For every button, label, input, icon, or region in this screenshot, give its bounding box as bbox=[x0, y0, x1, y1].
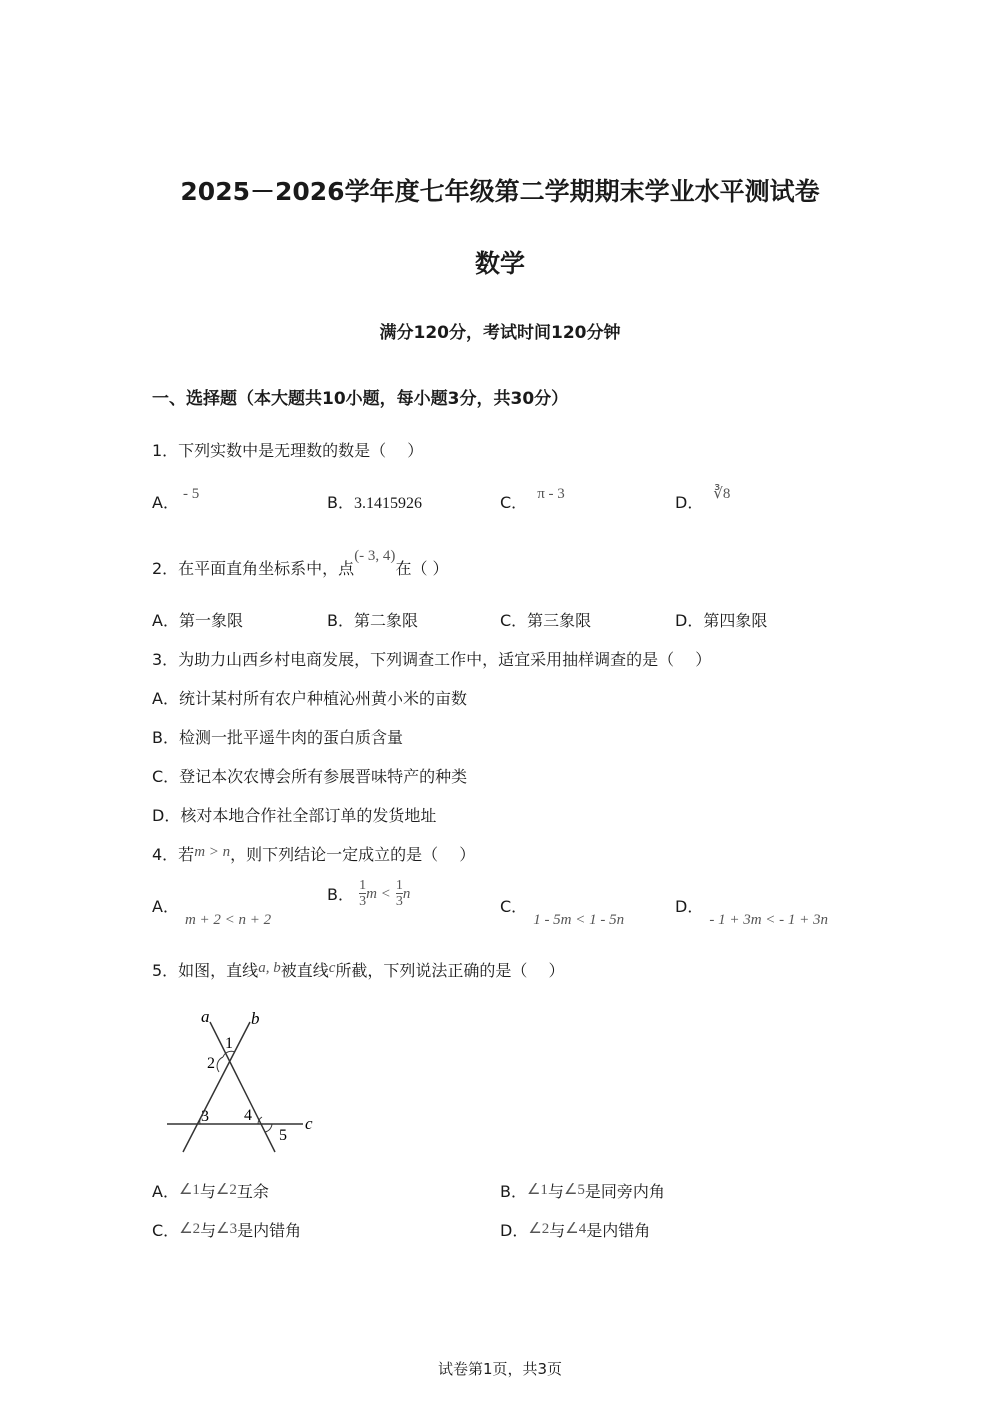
option-value: - 5 bbox=[182, 486, 200, 502]
relation: 互余 bbox=[236, 1182, 269, 1201]
q5-option-d bbox=[500, 1218, 650, 1241]
q4-option-a bbox=[152, 894, 272, 928]
line-a bbox=[210, 1022, 275, 1152]
question-1-stem: 1．下列实数中是无理数的数是（ ） bbox=[152, 441, 424, 460]
q1-option-c bbox=[500, 486, 565, 513]
option-label: A． bbox=[152, 1182, 179, 1201]
denominator: 3 bbox=[359, 894, 367, 909]
connector: 与 bbox=[199, 1182, 216, 1201]
subject-title: 数学 bbox=[474, 249, 525, 278]
q4-option-d bbox=[675, 894, 829, 928]
option-label: A． bbox=[152, 897, 179, 916]
q5-option-b bbox=[500, 1179, 665, 1202]
q1-option-d bbox=[675, 486, 731, 513]
angle-label-3: 3 bbox=[201, 1108, 209, 1125]
question-5-stem bbox=[152, 958, 564, 981]
option-label: A． bbox=[152, 493, 179, 512]
angle-2-arc bbox=[217, 1057, 223, 1072]
option-value: 1 - 5m < 1 - 5n bbox=[533, 912, 625, 928]
angle-label-5: 5 bbox=[279, 1127, 287, 1144]
lines-ab: a, b bbox=[258, 960, 281, 976]
condition: m > n bbox=[194, 844, 231, 860]
stem-text: ，则下列结论一定成立的是（ ） bbox=[230, 845, 476, 864]
line-c: c bbox=[328, 960, 336, 976]
q5-option-c bbox=[152, 1218, 301, 1241]
q1-option-a bbox=[152, 486, 200, 513]
geometry-figure bbox=[155, 1000, 335, 1160]
label-b: b bbox=[251, 1009, 260, 1028]
angle-label-2: 2 bbox=[207, 1055, 215, 1072]
q1-option-b bbox=[327, 490, 422, 513]
q3-option-b: B．检测一批平遥牛肉的蛋白质含量 bbox=[152, 728, 403, 747]
numerator: 1 bbox=[359, 878, 367, 893]
angle-b: ∠4 bbox=[565, 1221, 587, 1237]
fraction-right bbox=[396, 878, 403, 909]
relation: 是内错角 bbox=[237, 1221, 302, 1240]
option-label: B． bbox=[327, 493, 354, 512]
option-value: π - 3 bbox=[537, 486, 565, 502]
connector: 与 bbox=[200, 1221, 217, 1240]
option-label: C． bbox=[152, 1221, 180, 1240]
angle-label-4: 4 bbox=[244, 1107, 252, 1124]
option-value: ∛8 bbox=[713, 486, 731, 502]
q2-option-c: C．第三象限 bbox=[500, 611, 592, 630]
q3-option-d: D．核对本地合作社全部订单的发货地址 bbox=[152, 806, 437, 825]
stem-text: 所截，下列说法正确的是（ ） bbox=[335, 961, 565, 980]
option-label: C． bbox=[500, 493, 528, 512]
question-4-stem bbox=[152, 842, 475, 865]
page-footer: 试卷第1页，共3页 bbox=[437, 1360, 563, 1378]
angle-a: ∠1 bbox=[526, 1182, 548, 1198]
label-c: c bbox=[305, 1114, 313, 1133]
stem-text: 在（ ） bbox=[395, 559, 449, 578]
q2-option-a: A．第一象限 bbox=[152, 611, 243, 630]
option-label: B． bbox=[500, 1182, 527, 1201]
option-label: D． bbox=[675, 493, 704, 512]
stem-text: 4．若 bbox=[152, 845, 195, 864]
option-value: m + 2 < n + 2 bbox=[184, 912, 272, 928]
angle-a: ∠2 bbox=[528, 1221, 550, 1237]
denominator: 3 bbox=[395, 894, 403, 909]
stem-text: 2．在平面直角坐标系中，点 bbox=[152, 559, 355, 578]
stem-text: 5．如图，直线 bbox=[152, 961, 259, 980]
question-2-stem bbox=[152, 548, 449, 579]
angle-b: ∠3 bbox=[216, 1221, 238, 1237]
stem-text: 被直线 bbox=[280, 961, 329, 980]
angle-a: ∠2 bbox=[179, 1221, 201, 1237]
q2-option-b: B．第二象限 bbox=[327, 611, 418, 630]
question-3-stem: 3．为助力山西乡村电商发展，下列调查工作中，适宜采用抽样调查的是（ ） bbox=[152, 650, 712, 669]
angle-b: ∠5 bbox=[563, 1182, 585, 1198]
connector: 与 bbox=[549, 1221, 566, 1240]
q3-option-a: A．统计某村所有农户种植沁州黄小米的亩数 bbox=[152, 689, 467, 708]
relation: 是内错角 bbox=[586, 1221, 651, 1240]
angle-5-arc bbox=[265, 1124, 272, 1132]
line-b bbox=[183, 1022, 250, 1152]
option-label: D． bbox=[675, 897, 704, 916]
relation: 是同旁内角 bbox=[584, 1182, 665, 1201]
q2-option-d: D．第四象限 bbox=[675, 611, 768, 630]
angle-a: ∠1 bbox=[178, 1182, 200, 1198]
lhs-expr: m < bbox=[366, 886, 391, 902]
connector: 与 bbox=[547, 1182, 564, 1201]
label-a: a bbox=[201, 1007, 210, 1026]
option-value: - 1 + 3m < - 1 + 3n bbox=[709, 912, 829, 928]
rhs-expr: n bbox=[402, 886, 411, 902]
point-coord: (- 3, 4) bbox=[354, 548, 396, 564]
option-label: D． bbox=[500, 1221, 529, 1240]
q4-option-b bbox=[327, 878, 410, 909]
option-label: C． bbox=[500, 897, 528, 916]
angle-b: ∠2 bbox=[215, 1182, 237, 1198]
angle-label-1: 1 bbox=[225, 1035, 233, 1052]
option-value: 3.1415926 bbox=[353, 495, 422, 512]
exam-meta: 满分120分，考试时间120分钟 bbox=[379, 323, 621, 343]
q4-option-c bbox=[500, 894, 625, 928]
numerator: 1 bbox=[395, 878, 403, 893]
q3-option-c: C．登记本次农博会所有参展晋味特产的种类 bbox=[152, 767, 468, 786]
exam-title: 2025－2026学年度七年级第二学期期末学业水平测试卷 bbox=[180, 177, 820, 206]
q5-option-a bbox=[152, 1179, 269, 1202]
section-heading: 一、选择题（本大题共10小题，每小题3分，共30分） bbox=[152, 389, 569, 409]
option-label: B． bbox=[327, 885, 354, 904]
